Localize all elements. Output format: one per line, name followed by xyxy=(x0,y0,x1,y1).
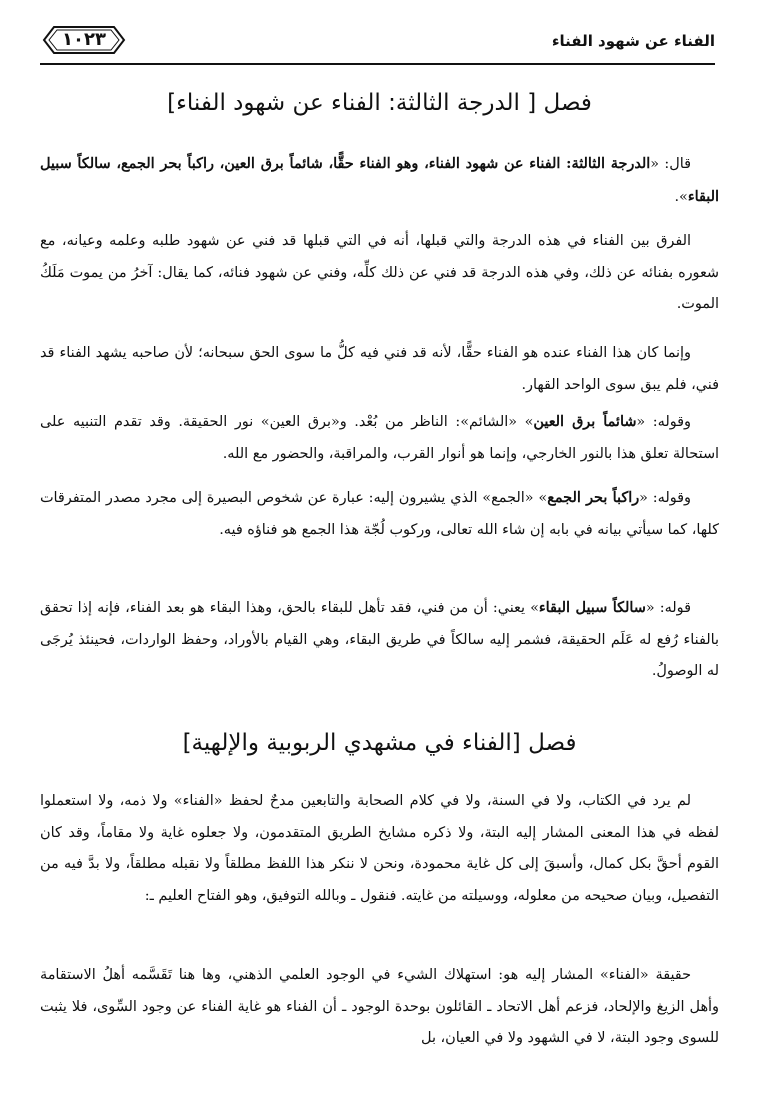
paragraph xyxy=(40,786,719,912)
paragraph xyxy=(40,406,719,470)
quoted-text: الدرجة الثالثة: الفناء عن شهود الفناء، وهو الفناء حقًّا، شائماً برق العين، راكباً بحر الجمع، سالكاً سبيل البقاء xyxy=(40,155,719,205)
paragraph-text: » يعني: أن من فني، فقد تأهل للبقاء بالحق، وهذا البقاء هو بعد الفناء، فإنه إذا تحقق بالفناء رُفع له عَلَم الحقيقة، فشمر إليه سالكاً في طريق البقاء، وهي القيام بالأوراد، وحفظ الواردات، فحينئذ يُرجَى له الوصولُ. xyxy=(40,600,719,679)
quoted-text: راكباً بحر الجمع xyxy=(547,489,640,506)
paragraph-text: الفرق بين الفناء في هذه الدرجة والتي قبلها، أنه في التي قبلها قد فني عن شهود طلبه وعلمه وعيانه، مع شعوره بفنائه عن ذلك، وفي هذه الدرجة قد فني عن ذلك كلِّه، وفني عن شهود فنائه، كما يقال: آخرُ من يموت مَلَكُ الموت. xyxy=(40,233,719,312)
quote-open: وقوله: « xyxy=(639,490,692,506)
section-title: فصل [الفناء في مشهدي الربوبية والإلهية] xyxy=(182,730,577,756)
paragraph xyxy=(40,148,719,213)
paragraph-text: وإنما كان هذا الفناء عنده هو الفناء حقًّا، لأنه قد فني فيه كلُّ ما سوى الحق سبحانه؛ لأن صاحبه يشهد الفناء قد فني، فلم يبق سوى الواحد القهار. xyxy=(40,345,719,393)
paragraph-text: لم يرد في الكتاب، ولا في السنة، ولا في كلام الصحابة والتابعين مدحٌ لحفظ «الفناء» ولا ذمه، ولا استعملوا لفظه في هذا المعنى المشار إليه البتة، ولا ذكره مشايخ الطريق المتقدمون، ولا جعلوه غاية ولا مقاماً، وقد كان القوم أحقَّ بكل كمال، وأسبقَ إلى كل غاية محمودة، ونحن لا ننكر هذا اللفظ مطلقاً ولا نقبله مطلقاً، ولا بدَّ فيه من التفصيل، وبيان صحيحه من معلوله، ووسيلته من غايته. فنقول ـ وبالله التوفيق، وهو الفتاح العليم ـ: xyxy=(40,793,719,904)
quote-close: ». xyxy=(674,188,688,205)
paragraph-text: » «الشائم»: الناظر من بُعْد. و«برق العين» نور الحقيقة. وقد تقدم التنبيه على استحالة تعلق هذا بالنور الخارجي، وإنما هو أنوار القرب، والمراقبة، والحضور مع الله. xyxy=(40,414,719,462)
quoted-text: سالكاً سبيل البقاء xyxy=(538,599,646,616)
paragraph xyxy=(40,592,719,688)
quoted-text: شائماً برق العين xyxy=(533,413,637,430)
paragraph-text: حقيقة «الفناء» المشار إليه هو: استهلاك الشيء في الوجود العلمي الذهني، وها هنا تَقَسَّمه أهلُ الاستقامة وأهل الزيغ والإلحاد، فزعم أهل الاتحاد ـ القائلون بوحدة الوجود ـ أن الفناء هو غاية الفناء عن وجود السِّوى، فلا يثبت للسوى وجود البتة، لا في الشهود ولا في العيان، بل xyxy=(40,967,719,1046)
running-title: الفناء عن شهود الفناء xyxy=(551,32,715,50)
paragraph xyxy=(40,482,719,546)
paragraph-text: » «الجمع» الذي يشيرون إليه: عبارة عن شخوص البصيرة إلى مجرد مصدر المتفرقات كلها، كما سيأتي بيانه في بابه إن شاء الله تعالى، وركوب لُجّة هذا الجمع هو فناؤه فيه. xyxy=(40,490,719,538)
quote-open: قوله: « xyxy=(645,600,691,616)
paragraph xyxy=(40,226,719,321)
quote-open: قال: « xyxy=(650,156,691,172)
page-number: ١٠٢٣ xyxy=(62,29,106,50)
quote-open: وقوله: « xyxy=(636,414,692,430)
page-header xyxy=(40,18,715,66)
paragraph xyxy=(40,960,719,1055)
page-number-frame xyxy=(40,24,128,56)
section-title: فصل [ الدرجة الثالثة: الفناء عن شهود الفناء] xyxy=(167,90,592,116)
paragraph xyxy=(40,338,719,401)
header-divider xyxy=(40,63,715,65)
